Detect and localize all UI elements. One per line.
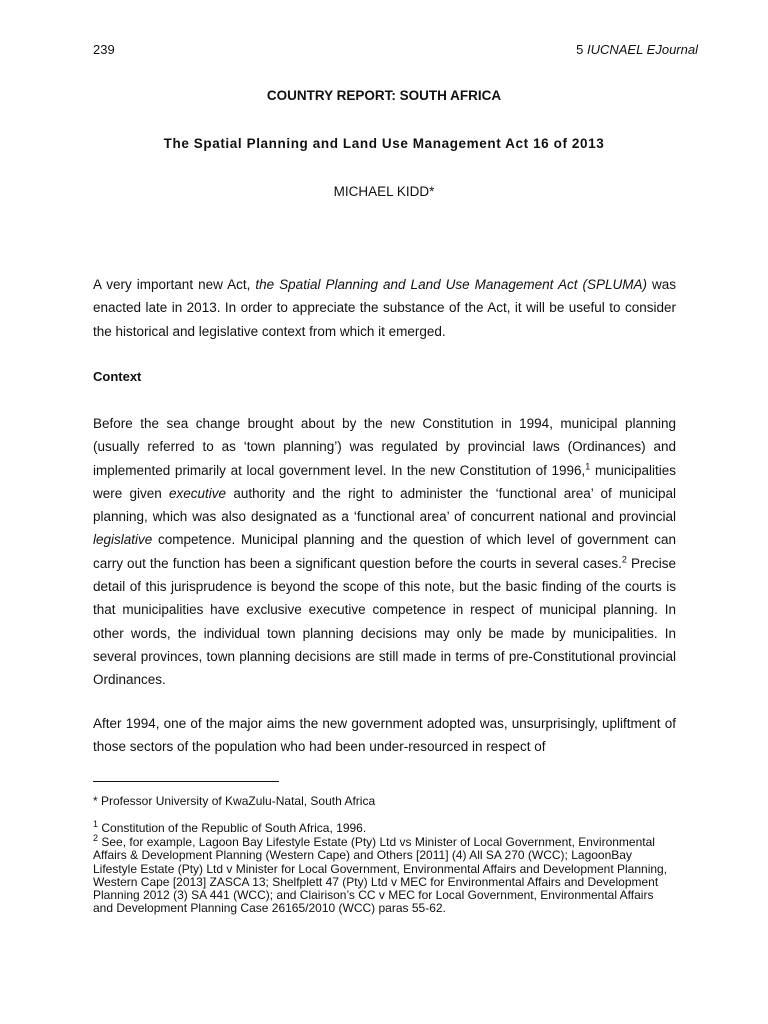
footnote-ref-1[interactable]: 1	[585, 461, 591, 472]
journal-name: IUCNAEL EJournal	[586, 42, 698, 57]
journal-number: 5	[576, 42, 584, 57]
author-name: MICHAEL KIDD*	[333, 184, 435, 199]
footnote-1	[93, 819, 676, 835]
context-text-3: authority and the right to administer the ‘functional area’ of municipal planning, which was also designated as a ‘functional area’ of concurrent national and provincial	[93, 485, 676, 525]
footnote-1-mark: 1	[93, 819, 99, 829]
context-text-4: competence. Municipal planning and the question of which level of government can carry out the function has been a significant question before the courts in several cases.	[93, 532, 676, 571]
context-text-1: Before the sea change brought about by the new Constitution in 1994, municipal planning (usually referred to as ‘town planning’) was regulated by provincial laws (Ordinances) and implemented primarily at local government level. In the new Constitution of 1996,	[93, 416, 676, 478]
footnote-2-text: See, for example, Lagoon Bay Lifestyle Estate (Pty) Ltd vs Minister of Local Government, Environmental Affairs & Development Planning (Western Cape) and Others [2011] (4) All SA 270 (WCC); LagoonBay Lifestyle Estate (Pty) Ltd v Minister for Local Government, Environmental Affairs and Development Planning, Western Cape [2013] ZASCA 13; Shelfplett 47 (Pty) Ltd v MEC for Environmental Affairs and Development Planning 2012 (3) SA 441 (WCC); and Clairison’s CC v MEC for Local Government, Environmental Affairs and Development Planning Case 26165/2010 (WCC) paras 55-62.	[93, 835, 668, 916]
context-paragraph	[93, 412, 676, 692]
intro-act-italic: the Spatial Planning and Land Use Management Act (SPLUMA)	[255, 277, 647, 292]
intro-paragraph	[93, 273, 676, 343]
act-title: The Spatial Planning and Land Use Management Act 16 of 2013	[163, 136, 605, 151]
report-title: COUNTRY REPORT: SOUTH AFRICA	[266, 88, 502, 103]
page-number: 239	[93, 42, 115, 57]
context-heading: Context	[93, 369, 142, 384]
intro-text-after: was enacted late in 2013. In order to appreciate the substance of the Act, it will be useful to consider the historical and legislative context from which it emerged.	[93, 277, 676, 339]
executive-italic: executive	[169, 485, 227, 501]
intro-text-before: A very important new Act,	[93, 277, 256, 292]
footnote-ref-2[interactable]: 2	[621, 554, 627, 565]
after-1994-paragraph: After 1994, one of the major aims the new government adopted was, unsurprisingly, upliftment of those sectors of the population who had been under-resourced in respect of	[93, 716, 676, 755]
journal-title	[576, 42, 698, 57]
context-text-2: municipalities were given	[93, 462, 676, 501]
footnote-author: * Professor University of KwaZulu-Natal, South Africa	[93, 794, 376, 808]
context-text-5: Precise detail of this jurisprudence is beyond the scope of this note, but the basic finding of the courts is that municipalities have exclusive executive competence in respect of municipal planning. In other words, the individual town planning decisions may only be made by municipalities. In several provinces, town planning decisions are still made in terms of pre-Constitutional provincial Ordinances.	[93, 555, 676, 688]
footnote-divider	[93, 781, 279, 782]
footnote-1-text: Constitution of the Republic of South Africa, 1996.	[98, 821, 367, 835]
page-header	[93, 42, 698, 57]
footnote-2	[93, 833, 676, 916]
legislative-italic: legislative	[93, 532, 153, 548]
footnote-2-mark: 2	[93, 833, 99, 843]
